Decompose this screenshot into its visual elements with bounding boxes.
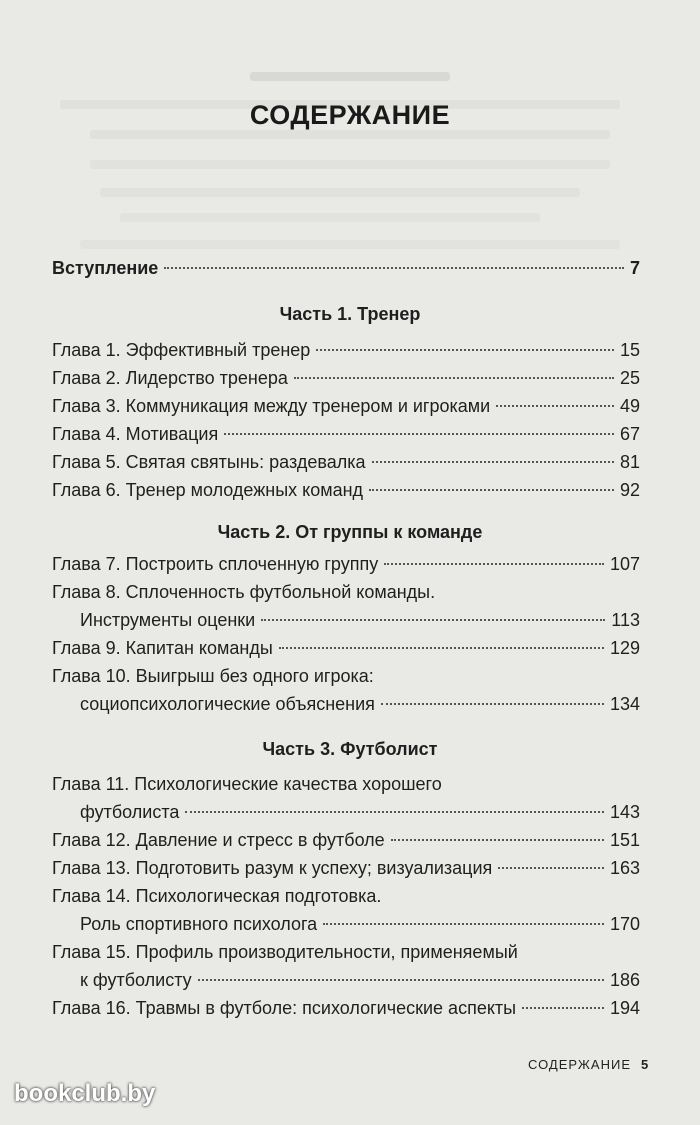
part-heading-1: Часть 1. Тренер xyxy=(279,304,421,324)
toc-entry-page: 67 xyxy=(619,424,640,444)
dot-leader xyxy=(224,433,614,435)
dot-leader xyxy=(185,811,604,813)
toc-entry-label: Глава 5. Святая святынь: раздевалка xyxy=(52,452,366,472)
toc-part-1 xyxy=(52,336,640,504)
toc-entry-chapter-8[interactable] xyxy=(52,606,640,634)
toc-entry-intro[interactable] xyxy=(52,254,640,282)
toc-entry-label: к футболисту xyxy=(80,970,192,990)
dot-leader xyxy=(261,619,605,621)
dot-leader xyxy=(391,839,604,841)
toc-entry-label: Вступление xyxy=(52,258,159,278)
page-title: СОДЕРЖАНИЕ xyxy=(249,100,451,130)
toc-entry-chapter-7[interactable] xyxy=(52,550,640,578)
toc-entry-chapter-11[interactable] xyxy=(52,798,640,826)
toc-entry-label: Глава 6. Тренер молодежных команд xyxy=(52,480,364,500)
toc-entry-label: Глава 3. Коммуникация между тренером и игроками xyxy=(52,396,491,416)
dot-leader xyxy=(381,703,604,705)
toc-entry-page: 151 xyxy=(609,830,640,850)
dot-leader xyxy=(279,647,604,649)
toc-entry-chapter-10[interactable] xyxy=(52,690,640,718)
toc-entry-chapter-14-line1[interactable]: Глава 14. Психологическая подготовка. xyxy=(52,886,382,906)
toc-entry-page: 49 xyxy=(619,396,640,416)
toc-entry-page: 194 xyxy=(609,998,640,1018)
toc-entry-label: Глава 16. Травмы в футболе: психологические аспекты xyxy=(52,998,517,1018)
bleed-through-line xyxy=(250,72,450,81)
toc-entry-label: социопсихологические объяснения xyxy=(80,694,375,714)
toc-entry-page: 163 xyxy=(609,858,640,878)
dot-leader xyxy=(498,867,604,869)
toc-entry-page: 143 xyxy=(609,802,640,822)
toc-entry-chapter-3[interactable] xyxy=(52,392,640,420)
toc-entry-chapter-10-line1[interactable]: Глава 10. Выигрыш без одного игрока: xyxy=(52,666,374,686)
toc-entry-chapter-15-line1[interactable]: Глава 15. Профиль производительности, применяемый xyxy=(52,942,518,962)
bleed-through-line xyxy=(100,188,580,197)
dot-leader xyxy=(384,563,604,565)
toc-entry-chapter-11-line1[interactable]: Глава 11. Психологические качества хорошего xyxy=(52,774,442,794)
toc-entry-page: 81 xyxy=(619,452,640,472)
toc-entry-label: Глава 12. Давление и стресс в футболе xyxy=(52,830,385,850)
toc-entry-label: футболиста xyxy=(80,802,180,822)
page-number: 5 xyxy=(641,1057,650,1072)
dot-leader xyxy=(372,461,614,463)
toc-entry-page: 92 xyxy=(619,480,640,500)
toc-entry-page: 129 xyxy=(609,638,640,658)
dot-leader xyxy=(198,979,604,981)
dot-leader xyxy=(496,405,614,407)
toc-entry-label: Роль спортивного психолога xyxy=(80,914,318,934)
toc-entry-page: 113 xyxy=(611,610,640,630)
toc-entry-label: Глава 13. Подготовить разум к успеху; визуализация xyxy=(52,858,493,878)
bleed-through-line xyxy=(80,240,620,249)
toc-entry-chapter-14[interactable] xyxy=(52,910,640,938)
toc-entry-label: Глава 9. Капитан команды xyxy=(52,638,273,658)
toc-entry-chapter-12[interactable] xyxy=(52,826,640,854)
dot-leader xyxy=(369,489,614,491)
toc-entry-chapter-8-line1[interactable]: Глава 8. Сплоченность футбольной команды. xyxy=(52,582,436,602)
bleed-through-line xyxy=(90,160,610,169)
toc-entry-page: 15 xyxy=(619,340,640,360)
toc-part-2 xyxy=(52,550,640,718)
toc-entry-label: Глава 7. Построить сплоченную группу xyxy=(52,554,379,574)
watermark: bookclub.by xyxy=(14,1080,156,1107)
toc-entry-chapter-2[interactable] xyxy=(52,364,640,392)
toc-entry-page: 170 xyxy=(609,914,640,934)
toc-entry-page: 7 xyxy=(629,258,640,278)
toc-entry-chapter-16[interactable] xyxy=(52,994,640,1022)
toc-entry-chapter-6[interactable] xyxy=(52,476,640,504)
toc-entry-label: Глава 4. Мотивация xyxy=(52,424,219,444)
toc-entry-page: 134 xyxy=(609,694,640,714)
toc-entry-chapter-13[interactable] xyxy=(52,854,640,882)
toc-entry-chapter-9[interactable] xyxy=(52,634,640,662)
dot-leader xyxy=(294,377,614,379)
toc-entry-chapter-5[interactable] xyxy=(52,448,640,476)
toc-entry-chapter-15[interactable] xyxy=(52,966,640,994)
bleed-through-line xyxy=(120,213,540,222)
dot-leader xyxy=(323,923,604,925)
toc-entry-label: Глава 2. Лидерство тренера xyxy=(52,368,288,388)
toc-entry-page: 25 xyxy=(619,368,640,388)
toc-entry-chapter-4[interactable] xyxy=(52,420,640,448)
dot-leader xyxy=(316,349,614,351)
toc-entry-label: Глава 1. Эффективный тренер xyxy=(52,340,311,360)
toc-entry-chapter-1[interactable] xyxy=(52,336,640,364)
dot-leader xyxy=(164,267,624,269)
toc-part-3 xyxy=(52,770,640,1022)
part-heading-3: Часть 3. Футболист xyxy=(262,739,438,759)
part-heading-2: Часть 2. От группы к команде xyxy=(217,522,483,542)
toc-entry-label: Инструменты оценки xyxy=(80,610,256,630)
bleed-through-line xyxy=(90,130,610,139)
toc-entry-page: 186 xyxy=(609,970,640,990)
running-head: СОДЕРЖАНИЕ xyxy=(528,1057,632,1072)
dot-leader xyxy=(522,1007,604,1009)
toc-intro xyxy=(52,254,640,282)
page-footer xyxy=(528,1057,649,1072)
toc-entry-page: 107 xyxy=(609,554,640,574)
